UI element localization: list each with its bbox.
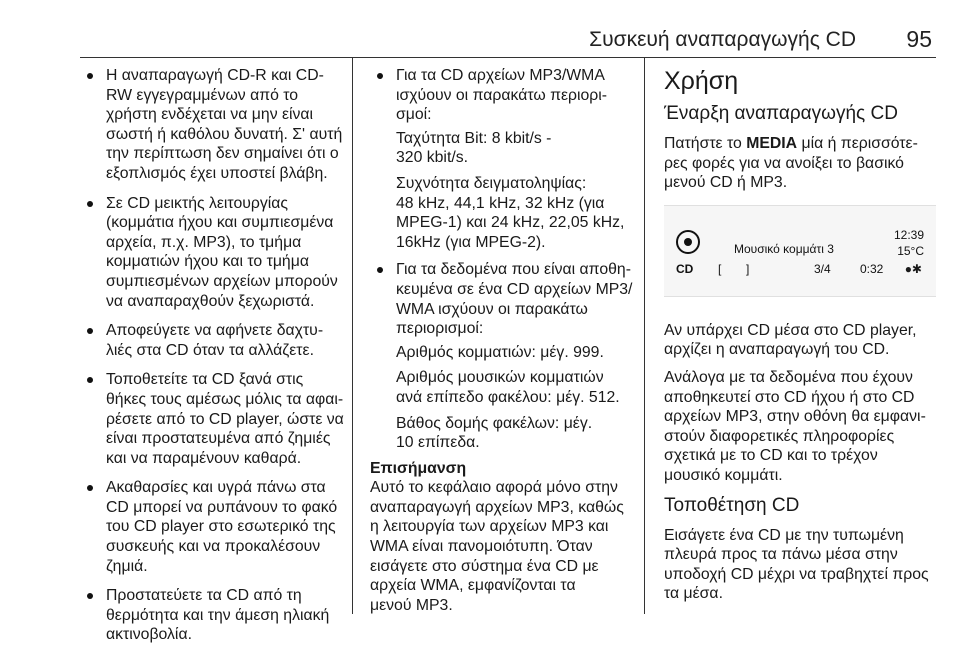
- cd-display-screenshot: [664, 205, 936, 297]
- paragraph: [664, 368, 936, 486]
- text-line: Προστατεύετε τα CD από τη: [106, 587, 302, 605]
- bullet-dot: [87, 377, 93, 383]
- track-name: Μουσικό κομμάτι 3: [734, 241, 834, 256]
- text-line: θερμότητα και την άμεση ηλιακή: [106, 606, 330, 624]
- text-line: υποδοχή CD μέχρι να τραβηχτεί προς: [664, 565, 929, 583]
- text-line: εξοπλισμός έχει υποστεί βλάβη.: [106, 164, 328, 182]
- bullet-item: [80, 66, 344, 184]
- bullet-item: [80, 478, 344, 576]
- text-line: Αποφεύγετε να αφήνετε δαχτυ-: [106, 322, 324, 340]
- text-line: μενού MP3.: [370, 596, 453, 614]
- text-line: πλευρά προς τα πάνω μέσα στην: [664, 546, 898, 564]
- paragraph: [664, 526, 936, 604]
- text-line: ανά επίπεδο φακέλου: μέγ. 512.: [396, 388, 620, 406]
- subsection-title: Τοποθέτηση CD: [664, 494, 800, 516]
- note-text: [370, 478, 636, 615]
- temperature-readout: 15°C: [897, 243, 924, 258]
- text-line: ακτινοβολία.: [106, 626, 192, 644]
- text-line: εισάγετε στο σύστημα ένα CD με: [370, 557, 599, 575]
- column-left: [80, 66, 344, 655]
- text-line: αρχείων MP3, στην οθόνη θα εμφανι-: [664, 408, 926, 426]
- header-rule: [80, 57, 936, 58]
- text-line: και να παραμένουν καθαρά.: [106, 449, 302, 467]
- media-key-label: MEDIA: [746, 135, 798, 152]
- text-line: συσκευής και να προκαλέσουν: [106, 538, 321, 556]
- subsection-title: Έναρξη αναπαραγωγής CD: [664, 103, 898, 124]
- text-line: 10 επίπεδα.: [396, 434, 480, 452]
- text-line: MPEG-1) και 24 kHz, 22,05 kHz,: [396, 214, 625, 232]
- text-line: αρχεία WMA, εμφανίζονται τα: [370, 577, 576, 595]
- text-line: Βάθος δομής φακέλων: μέγ.: [396, 414, 593, 432]
- bullet-item: [80, 370, 344, 468]
- text-line: είναι προστατευμένα από ζημιές: [106, 430, 331, 448]
- paragraph: Πατήστε το MEDIA μία ή περισσότε- ρες φορές για να ανοίξει το βασικό μενού CD ή MP3.: [664, 134, 936, 193]
- text-line: σωστή ή καθόλου δυνατή. Σ' αυτή: [106, 125, 343, 143]
- sub-paragraph: [370, 343, 636, 363]
- text-line: (κομμάτια ήχου και συμπιεσμένα: [106, 214, 334, 232]
- text-line: 16kHz (για MPEG-2).: [396, 233, 546, 251]
- bullet-dot: [87, 593, 93, 599]
- text-line: Ταχύτητα Bit: 8 kbit/s -: [396, 129, 552, 147]
- text-line: 320 kbit/s.: [396, 149, 469, 167]
- text-line: ρες φορές για να ανοίξει το βασικό: [664, 154, 904, 172]
- bullet-dot: [87, 73, 93, 79]
- text-line: Συχνότητα δειγματοληψίας:: [396, 174, 587, 192]
- source-label: CD: [676, 261, 694, 276]
- status-icons: ●✱: [904, 261, 922, 276]
- text-line: μουσικό κομμάτι.: [664, 466, 783, 484]
- text-line: κομματιών ήχου και το τμήμα: [106, 253, 309, 271]
- clock-readout: 12:39: [893, 227, 924, 242]
- paragraph: [664, 321, 936, 360]
- bracket-left: [: [718, 261, 722, 276]
- bullet-dot: [87, 328, 93, 334]
- bullet-dot: [87, 485, 93, 491]
- text-line: 48 kHz, 44,1 kHz, 32 kHz (για: [396, 194, 605, 212]
- text-line: χρήστη ενδέχεται να μην είναι: [106, 106, 314, 124]
- text-line: Αριθμός κομματιών: μέγ. 999.: [396, 343, 604, 361]
- text-line: WMA ισχύουν οι παρακάτω: [396, 300, 588, 318]
- sub-paragraph: [370, 368, 636, 407]
- sub-paragraph: [370, 174, 636, 252]
- section-title: Χρήση: [664, 67, 739, 95]
- text-line: ζημιά.: [106, 557, 148, 575]
- text-line: κευμένα σε ένα CD αρχείων MP3/: [396, 280, 633, 298]
- text-line: Τοποθετείτε τα CD ξανά στις: [106, 371, 304, 389]
- header-title: Συσκευή αναπαραγωγής CD: [589, 28, 856, 51]
- text-line: θήκες τους αμέσως μόλις τα αφαι-: [106, 390, 344, 408]
- text-line: Σε CD μεικτής λειτουργίας: [106, 194, 289, 212]
- text-line: Αν υπάρχει CD μέσα στο CD player,: [664, 321, 917, 339]
- page-number: 95: [906, 26, 932, 52]
- column-middle: [370, 66, 636, 615]
- column-divider: [644, 58, 645, 614]
- text-line: αρχεία, π.χ. MP3), το τμήμα: [106, 233, 302, 251]
- bullet-item: [370, 66, 636, 125]
- text-line: CD μπορεί να ρυπάνουν το φακό: [106, 498, 338, 516]
- bullet-item: [80, 194, 344, 312]
- text-line: η λειτουργία των αρχείων MP3 και: [370, 518, 609, 536]
- text-line: συμπιεσμένων αρχείων μπορούν: [106, 272, 338, 290]
- text-line: αποθηκευτεί στο CD ήχου ή στο CD: [664, 388, 915, 406]
- column-divider: [352, 58, 353, 614]
- bullet-item: [80, 321, 344, 360]
- text-line: την περίπτωση δεν σημαίνει ότι ο: [106, 145, 339, 163]
- note-heading: Επισήμανση: [370, 459, 467, 477]
- text-line: σχετικά με το CD και το τρέχον: [664, 447, 878, 465]
- text-line: Αριθμός μουσικών κομματιών: [396, 369, 604, 387]
- bullet-item: [370, 260, 636, 338]
- text-line: στούν διαφορετικές πληροφορίες: [664, 427, 895, 445]
- text-line: περιορισμοί:: [396, 320, 484, 338]
- text-line: του CD player στο εσωτερικό της: [106, 518, 336, 536]
- text-line: σμοί:: [396, 106, 432, 124]
- elapsed-time: 0:32: [860, 261, 884, 276]
- column-right: [664, 66, 936, 612]
- text-line: WMA είναι πανομοιότυπη. Όταν: [370, 538, 593, 556]
- text-line: ρέσετε από το CD player, ώστε να: [106, 410, 344, 428]
- bracket-right: ]: [746, 261, 750, 276]
- text-line: Για τα CD αρχείων MP3/WMA: [396, 67, 605, 84]
- text-line: ισχύουν οι παρακάτω περιορι-: [396, 86, 608, 104]
- text-line: Ανάλογα με τα δεδομένα που έχουν: [664, 368, 913, 386]
- text-line: Εισάγετε ένα CD με την τυπωμένη: [664, 526, 904, 544]
- text-line: λιές στα CD όταν τα αλλάζετε.: [106, 341, 314, 359]
- bullet-dot: [87, 201, 93, 207]
- text-line: αρχίζει η αναπαραγωγή του CD.: [664, 341, 890, 359]
- text-line: Η αναπαραγωγή CD-R και CD-: [106, 67, 324, 84]
- text-line: τα μέσα.: [664, 585, 723, 603]
- text-line: Αυτό το κεφάλαιο αφορά μόνο στην: [370, 479, 618, 497]
- sub-paragraph: [370, 129, 636, 168]
- text-line: RW εγγεγραμμένων από το: [106, 86, 299, 104]
- text-line: Για τα δεδομένα που είναι αποθη-: [396, 261, 631, 279]
- bullet-dot: [377, 267, 383, 273]
- cd-disc-icon: [676, 230, 700, 254]
- track-number: 3/4: [814, 261, 831, 276]
- sub-paragraph: [370, 414, 636, 453]
- bullet-dot: [377, 73, 383, 79]
- bullet-item: [80, 586, 344, 645]
- text-line: μενού CD ή MP3.: [664, 174, 788, 192]
- text-line: να αναπαραχθούν ξεχωριστά.: [106, 292, 315, 310]
- text-line: αναπαραγωγή αρχείων MP3, καθώς: [370, 498, 624, 516]
- text-line: Ακαθαρσίες και υγρά πάνω στα: [106, 479, 326, 497]
